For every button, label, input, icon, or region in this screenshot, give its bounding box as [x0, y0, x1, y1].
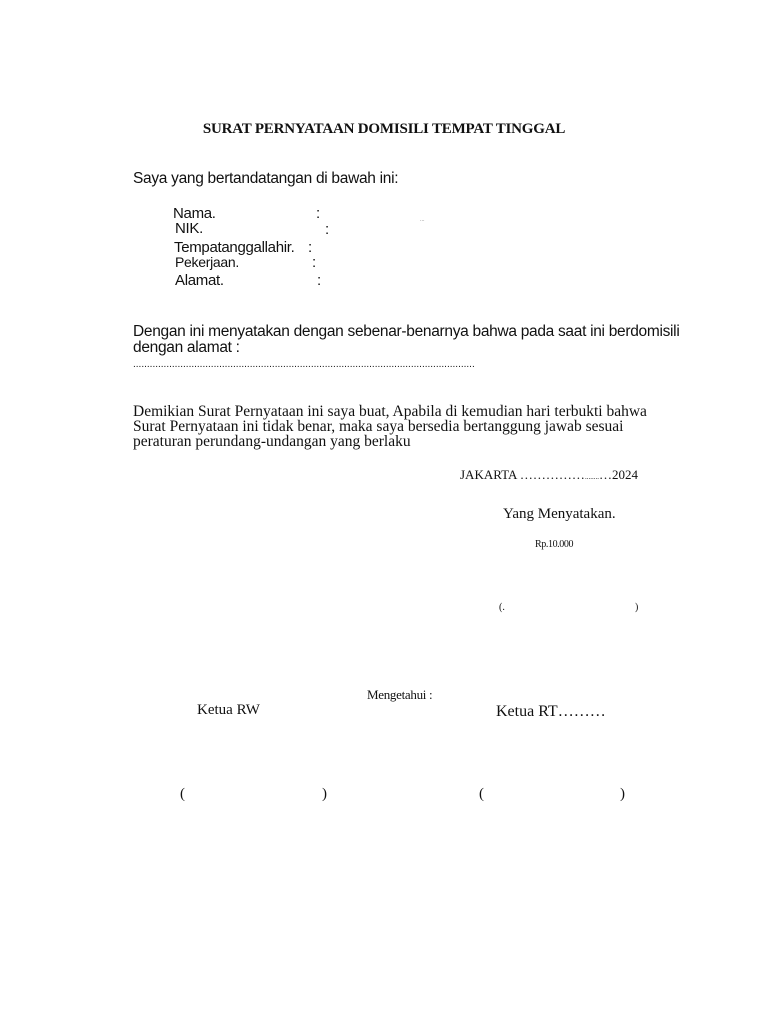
declarant-paren-open: (. [499, 602, 505, 613]
place-date-suffix: …2024 [598, 467, 638, 482]
stamp-text: Rp.10.000 [535, 539, 574, 550]
intro-text: Saya yang bertandatangan di bawah ini: [133, 170, 399, 187]
field-label-nik: NIK. [175, 220, 203, 237]
rw-label: Ketua RW [197, 702, 260, 718]
stray-mark: ... [420, 217, 425, 223]
field-colon-nik: : [325, 221, 329, 238]
field-colon-ttl: : [308, 239, 312, 256]
place-date-prefix: JAKARTA …………… [460, 467, 585, 482]
field-colon-alamat: : [317, 272, 321, 289]
field-colon-pekerjaan: : [312, 254, 316, 271]
field-label-ttl: Tempatanggallahir. [174, 239, 295, 256]
declarant-paren-close: ) [635, 602, 639, 613]
closing-line-2: Surat Pernyataan ini tidak benar, maka saya bersedia bertanggung jawab sesuai [133, 418, 624, 435]
rw-paren-open: ( [180, 786, 185, 802]
field-colon-nama: : [316, 205, 320, 222]
closing-line-1: Demikian Surat Pernyataan ini saya buat, Apabila di kemudian hari terbukti bahwa [133, 403, 647, 420]
closing-line-3: peraturan perundang-undangan yang berlaku [133, 433, 411, 450]
acknowledge-label: Mengetahui : [367, 687, 433, 702]
statement-line-1: Dengan ini menyatakan dengan sebenar-benarnya bahwa pada saat ini berdomisili [133, 323, 680, 340]
address-dotted-line: ........................................................................................................................... [133, 359, 475, 370]
rt-paren-open: ( [479, 786, 484, 802]
field-label-nama: Nama. [173, 205, 216, 222]
place-date-small-dots: ........ [584, 473, 599, 481]
field-label-pekerjaan: Pekerjaan. [175, 254, 239, 270]
rt-label: Ketua RT……… [496, 703, 606, 720]
rt-paren-close: ) [620, 786, 625, 802]
place-date [460, 468, 638, 481]
field-label-alamat: Alamat. [175, 272, 224, 289]
declarant-label: Yang Menyatakan. [503, 506, 616, 522]
rw-paren-close: ) [322, 786, 327, 802]
statement-line-2: dengan alamat : [133, 339, 240, 356]
document-title: SURAT PERNYATAAN DOMISILI TEMPAT TINGGAL [202, 121, 566, 137]
